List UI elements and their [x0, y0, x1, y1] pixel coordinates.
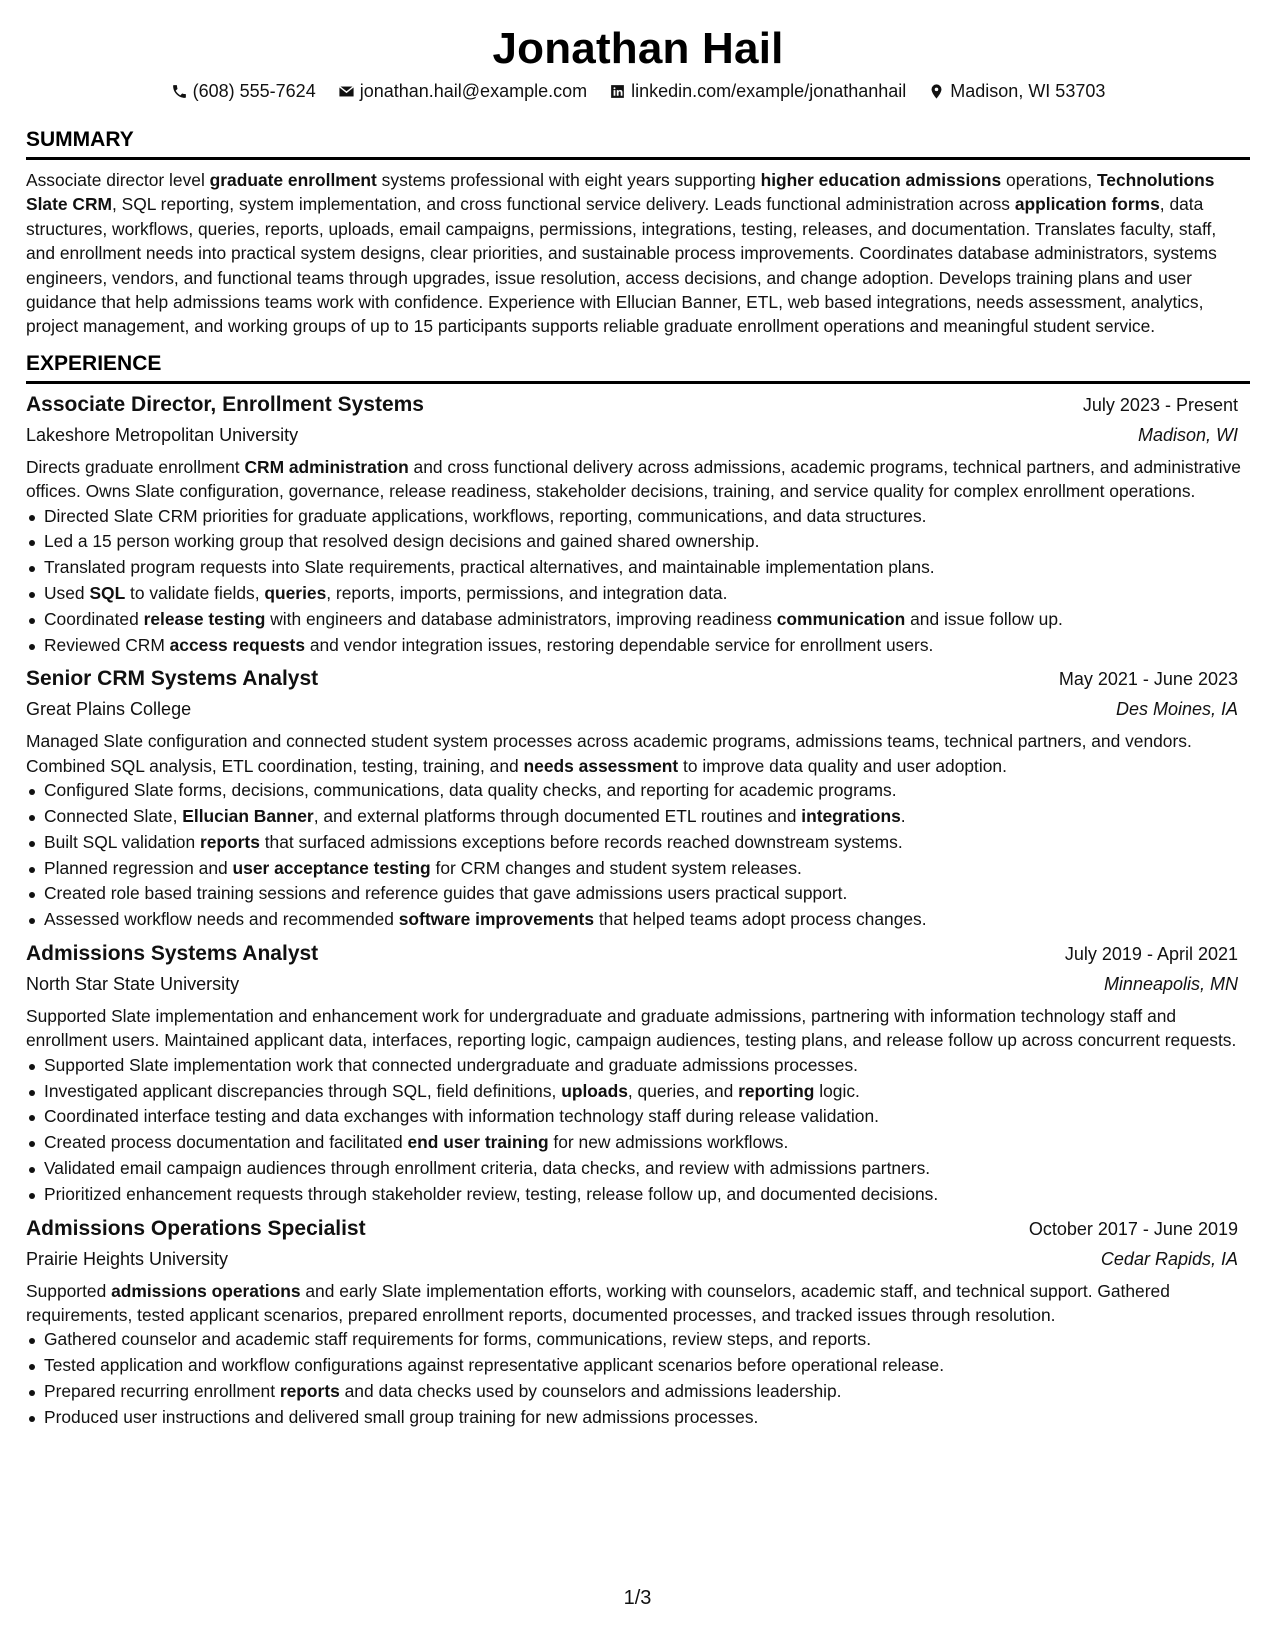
emphasis-text: Ellucian Banner: [182, 806, 314, 827]
job-organization: Lakeshore Metropolitan University: [26, 424, 299, 445]
job-bullets: [26, 778, 1250, 933]
contact-location: [928, 79, 1105, 103]
bullet-item: Planned regression and user acceptance testing for CRM changes and student system releases.: [26, 856, 1250, 882]
email-text[interactable]: jonathan.hail@example.com: [359, 81, 588, 101]
phone-icon: [171, 83, 188, 100]
summary-text: Associate director level graduate enrollment systems professional with eight years supporting higher education admissions operations, Technolutions Slate CRM, SQL reporting, system implementation, and cross functional service delivery. Leads functional administration across application forms, data structures, workflows, queries, reports, uploads, email campaigns, permissions, integrations, testing, releases, and documentation. Translates faculty, staff, and enrollment needs into practical system designs, clear priorities, and sustainable process improvements. Coordinates database administrators, systems engineers, vendors, and functional teams through upgrades, issue resolution, access decisions, and change adoption. Develops training plans and user guidance that help admissions teams work with confidence. Experience with Ellucian Banner, ETL, web based integrations, needs assessment, analytics, project management, and working groups of up to 15 participants supports reliable graduate enrollment operations and meaningful student service.: [26, 170, 1217, 337]
bullet-item: Gathered counselor and academic staff requirements for forms, communications, review steps, and reports.: [26, 1327, 1250, 1353]
emphasis-text: higher education admissions: [760, 170, 1002, 190]
job-description: Directs graduate enrollment CRM administration and cross functional delivery across admissions, academic programs, technical partners, and administrative offices. Owns Slate configuration, governance, release readiness, stakeholder decisions, training, and service quality for complex enrollment operations.: [26, 456, 1241, 502]
bullet-item: Translated program requests into Slate requirements, practical alternatives, and maintainable implementation plans.: [26, 555, 1250, 581]
bullet-item: Configured Slate forms, decisions, communications, data quality checks, and reporting for academic programs.: [26, 778, 1250, 804]
bullet-item: Investigated applicant discrepancies through SQL, field definitions, uploads, queries, and reporting logic.: [26, 1079, 1250, 1105]
bullet-item: Used SQL to validate fields, queries, reports, imports, permissions, and integration data.: [26, 581, 1250, 607]
emphasis-text: release testing: [143, 608, 266, 629]
candidate-name: Jonathan Hail: [492, 24, 784, 73]
emphasis-text: uploads: [561, 1080, 628, 1101]
emphasis-text: graduate enrollment: [209, 170, 377, 190]
job-header: [26, 1214, 1250, 1244]
job-subheader: [26, 1244, 1250, 1274]
job-title: Associate Director, Enrollment Systems: [26, 392, 424, 416]
bullet-item: Created process documentation and facilitated end user training for new admissions workflows.: [26, 1130, 1250, 1156]
emphasis-text: SQL: [89, 583, 126, 604]
envelope-icon: [338, 83, 355, 100]
emphasis-text: user acceptance testing: [232, 857, 431, 878]
job-title: Senior CRM Systems Analyst: [26, 667, 319, 691]
phone-text: (608) 555-7624: [192, 81, 316, 101]
job-location: Cedar Rapids, IA: [1100, 1248, 1238, 1269]
job-location: Minneapolis, MN: [1103, 974, 1238, 995]
emphasis-text: access requests: [169, 634, 305, 655]
job-title: Admissions Systems Analyst: [26, 942, 319, 966]
job-bullets: [26, 1327, 1250, 1430]
emphasis-text: queries: [264, 583, 327, 604]
job-entry: [26, 1214, 1250, 1431]
contact-phone: [171, 79, 316, 103]
bullet-item: Prioritized enhancement requests through stakeholder review, testing, release follow up, and documented decisions.: [26, 1182, 1250, 1208]
experience-list: [26, 390, 1250, 1431]
bullet-item: Led a 15 person working group that resolved design decisions and gained shared ownership.: [26, 529, 1250, 555]
bullet-item: Coordinated interface testing and data exchanges with information technology staff during release validation.: [26, 1104, 1250, 1130]
job-organization: Great Plains College: [26, 699, 192, 720]
job-description: Supported admissions operations and early Slate implementation efforts, working with counselors, academic staff, and technical support. Gathered requirements, tested applicant scenarios, prepared enrollment reports, documented processes, and tracked issues through resolution.: [26, 1280, 1170, 1326]
job-header: [26, 664, 1250, 694]
bullet-item: Validated email campaign audiences through enrollment criteria, data checks, and review with admissions partners.: [26, 1156, 1250, 1182]
linkedin-text[interactable]: linkedin.com/example/jonathanhail: [631, 81, 907, 101]
map-pin-icon: [928, 83, 945, 100]
job-title: Admissions Operations Specialist: [26, 1216, 366, 1240]
location-text: Madison, WI 53703: [950, 81, 1106, 101]
bullet-item: Created role based training sessions and reference guides that gave admissions users practical support.: [26, 881, 1250, 907]
job-description: Managed Slate configuration and connected student system processes across academic programs, admissions teams, technical partners, and vendors. Combined SQL analysis, ETL coordination, testing, training, and needs assessment to improve data quality and user adoption.: [26, 731, 1192, 776]
page-number: 1/3: [623, 1587, 652, 1609]
bullet-item: Assessed workflow needs and recommended software improvements that helped teams adopt process changes.: [26, 907, 1250, 933]
emphasis-text: reporting: [738, 1080, 815, 1101]
job-description: Supported Slate implementation and enhancement work for undergraduate and graduate admissions, partnering with information technology staff and enrollment users. Maintained applicant data, interfaces, reporting logic, campaign audiences, testing plans, and release follow up across concurrent requests.: [26, 1006, 1237, 1051]
bullet-item: Tested application and workflow configurations against representative applicant scenarios before operational release.: [26, 1353, 1250, 1379]
emphasis-text: communication: [776, 608, 906, 629]
emphasis-text: Technolutions Slate CRM: [26, 170, 1215, 215]
bullet-item: Prepared recurring enrollment reports and data checks used by counselors and admissions leadership.: [26, 1379, 1250, 1405]
job-dates: October 2017 - June 2019: [1028, 1218, 1238, 1239]
job-dates: July 2023 - Present: [1082, 394, 1238, 415]
bullet-item: Directed Slate CRM priorities for graduate applications, workflows, reporting, communications, and data structures.: [26, 504, 1250, 530]
bullet-item: Produced user instructions and delivered small group training for new admissions processes.: [26, 1405, 1250, 1431]
experience-heading: EXPERIENCE: [26, 351, 1250, 384]
job-bullets: [26, 504, 1250, 659]
job-bullets: [26, 1053, 1250, 1208]
linkedin-icon: [609, 83, 626, 100]
emphasis-text: integrations: [801, 806, 901, 827]
resume-page: [26, 0, 1250, 1431]
emphasis-text: software improvements: [398, 909, 594, 930]
job-entry: [26, 390, 1250, 659]
summary-heading: SUMMARY: [26, 127, 1250, 160]
bullet-item: Built SQL validation reports that surfaced admissions exceptions before records reached downstream systems.: [26, 830, 1250, 856]
job-entry: [26, 664, 1250, 933]
job-dates: July 2019 - April 2021: [1064, 944, 1238, 965]
emphasis-text: reports: [199, 831, 260, 852]
job-header: [26, 390, 1250, 420]
emphasis-text: needs assessment: [523, 755, 679, 776]
emphasis-text: admissions operations: [111, 1280, 301, 1301]
bullet-item: Reviewed CRM access requests and vendor integration issues, restoring dependable service for enrollment users.: [26, 633, 1250, 659]
emphasis-text: end user training: [407, 1132, 549, 1153]
job-header: [26, 939, 1250, 969]
job-subheader: [26, 969, 1250, 999]
contact-linkedin[interactable]: [609, 79, 906, 103]
contact-bar: [26, 79, 1250, 103]
job-subheader: [26, 694, 1250, 724]
job-subheader: [26, 420, 1250, 450]
contact-email[interactable]: [338, 79, 587, 103]
bullet-item: Coordinated release testing with engineers and database administrators, improving readiness communication and issue follow up.: [26, 607, 1250, 633]
job-entry: [26, 939, 1250, 1208]
job-organization: North Star State University: [26, 974, 240, 995]
emphasis-text: CRM administration: [244, 456, 409, 477]
job-location: Madison, WI: [1137, 424, 1238, 445]
emphasis-text: application forms: [1014, 194, 1160, 215]
bullet-item: Supported Slate implementation work that connected undergraduate and graduate admissions processes.: [26, 1053, 1250, 1079]
job-organization: Prairie Heights University: [26, 1248, 229, 1269]
bullet-item: Connected Slate, Ellucian Banner, and external platforms through documented ETL routines and integrations.: [26, 804, 1250, 830]
job-dates: May 2021 - June 2023: [1058, 669, 1238, 690]
emphasis-text: reports: [279, 1381, 340, 1402]
job-location: Des Moines, IA: [1115, 699, 1238, 720]
